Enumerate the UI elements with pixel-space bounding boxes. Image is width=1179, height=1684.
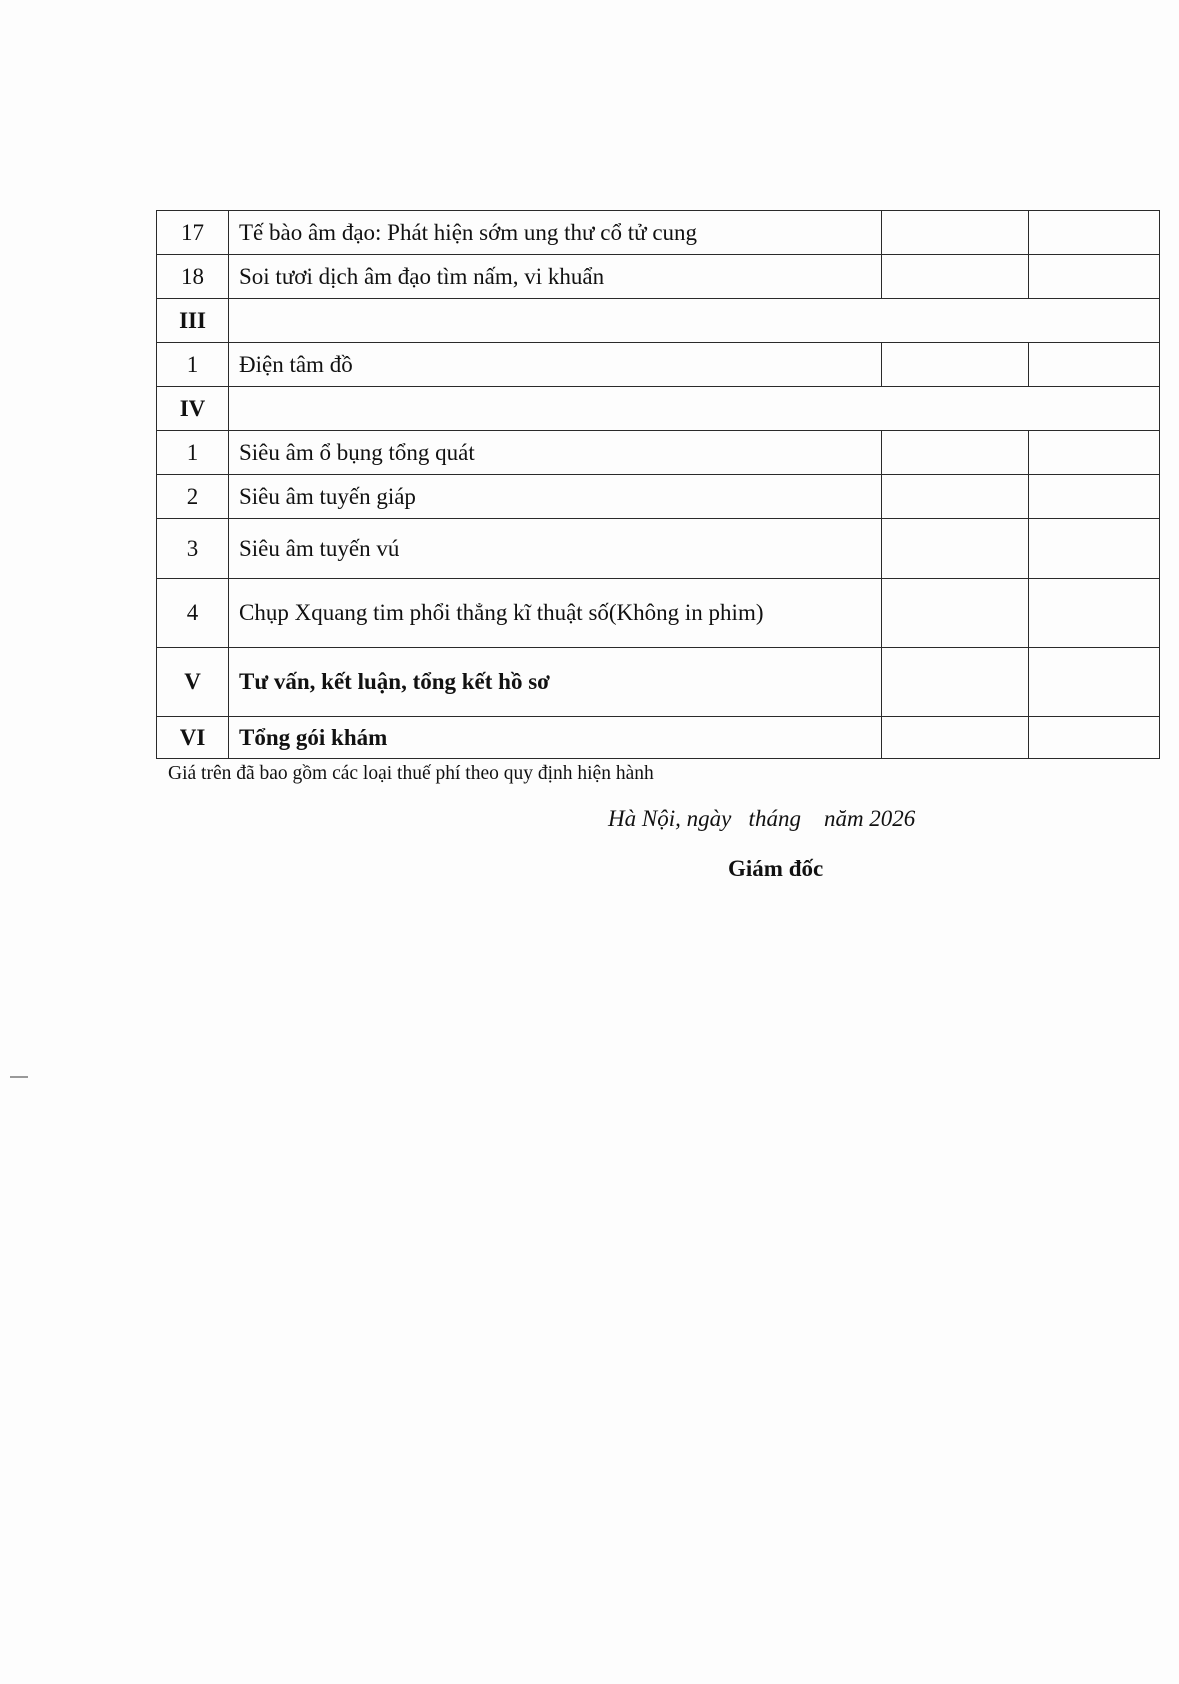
row-stt: 18 bbox=[157, 255, 229, 299]
row-stt: 1 bbox=[157, 431, 229, 475]
table-row bbox=[157, 519, 1160, 579]
table-row bbox=[157, 579, 1160, 648]
table-row bbox=[157, 255, 1160, 299]
row-price-cell bbox=[1029, 255, 1160, 299]
row-content: Siêu âm tuyến giáp bbox=[229, 475, 882, 519]
row-price-cell bbox=[1029, 343, 1160, 387]
place-date: Hà Nội, ngày tháng năm 2026 bbox=[608, 806, 916, 831]
table-section-row bbox=[157, 299, 1160, 343]
row-price-cell bbox=[882, 519, 1029, 579]
row-stt: 1 bbox=[157, 343, 229, 387]
row-stt: 3 bbox=[157, 519, 229, 579]
row-content: Soi tươi dịch âm đạo tìm nấm, vi khuẩn bbox=[229, 255, 882, 299]
row-stt: IV bbox=[157, 387, 229, 431]
row-stt: III bbox=[157, 299, 229, 343]
row-price-cell bbox=[882, 648, 1029, 717]
row-content: Chụp Xquang tim phổi thẳng kĩ thuật số(Không in phim) bbox=[229, 579, 882, 648]
row-content: Tư vấn, kết luận, tổng kết hồ sơ bbox=[229, 648, 882, 717]
row-content: Tổng gói khám bbox=[229, 717, 882, 759]
row-price-cell bbox=[882, 717, 1029, 759]
row-content: Siêu âm tuyến vú bbox=[229, 519, 882, 579]
table-row bbox=[157, 648, 1160, 717]
table-row bbox=[157, 211, 1160, 255]
row-content: Siêu âm ổ bụng tổng quát bbox=[229, 431, 882, 475]
signer-title: Giám đốc bbox=[728, 856, 824, 881]
tax-note: Giá trên đã bao gồm các loại thuế phí theo quy định hiện hành bbox=[168, 763, 654, 784]
row-price-cell bbox=[882, 211, 1029, 255]
row-content bbox=[229, 387, 1160, 431]
row-price-cell bbox=[882, 475, 1029, 519]
row-price-cell bbox=[882, 343, 1029, 387]
row-content bbox=[229, 299, 1160, 343]
table-row bbox=[157, 717, 1160, 759]
row-stt: 17 bbox=[157, 211, 229, 255]
row-price-cell bbox=[1029, 717, 1160, 759]
row-price-cell bbox=[882, 579, 1029, 648]
price-table-body bbox=[157, 211, 1160, 759]
row-stt: VI bbox=[157, 717, 229, 759]
table-row bbox=[157, 343, 1160, 387]
row-content: Tế bào âm đạo: Phát hiện sớm ung thư cổ tử cung bbox=[229, 211, 882, 255]
table-row bbox=[157, 475, 1160, 519]
table-section-row bbox=[157, 387, 1160, 431]
price-table bbox=[156, 210, 1160, 759]
row-stt: 4 bbox=[157, 579, 229, 648]
row-price-cell bbox=[1029, 519, 1160, 579]
row-price-cell bbox=[1029, 579, 1160, 648]
row-price-cell bbox=[882, 431, 1029, 475]
row-price-cell bbox=[882, 255, 1029, 299]
row-stt: V bbox=[157, 648, 229, 717]
scan-edge-mark bbox=[10, 1076, 28, 1078]
row-price-cell bbox=[1029, 475, 1160, 519]
row-content: Điện tâm đồ bbox=[229, 343, 882, 387]
table-row bbox=[157, 431, 1160, 475]
row-stt: 2 bbox=[157, 475, 229, 519]
row-price-cell bbox=[1029, 211, 1160, 255]
row-price-cell bbox=[1029, 648, 1160, 717]
row-price-cell bbox=[1029, 431, 1160, 475]
